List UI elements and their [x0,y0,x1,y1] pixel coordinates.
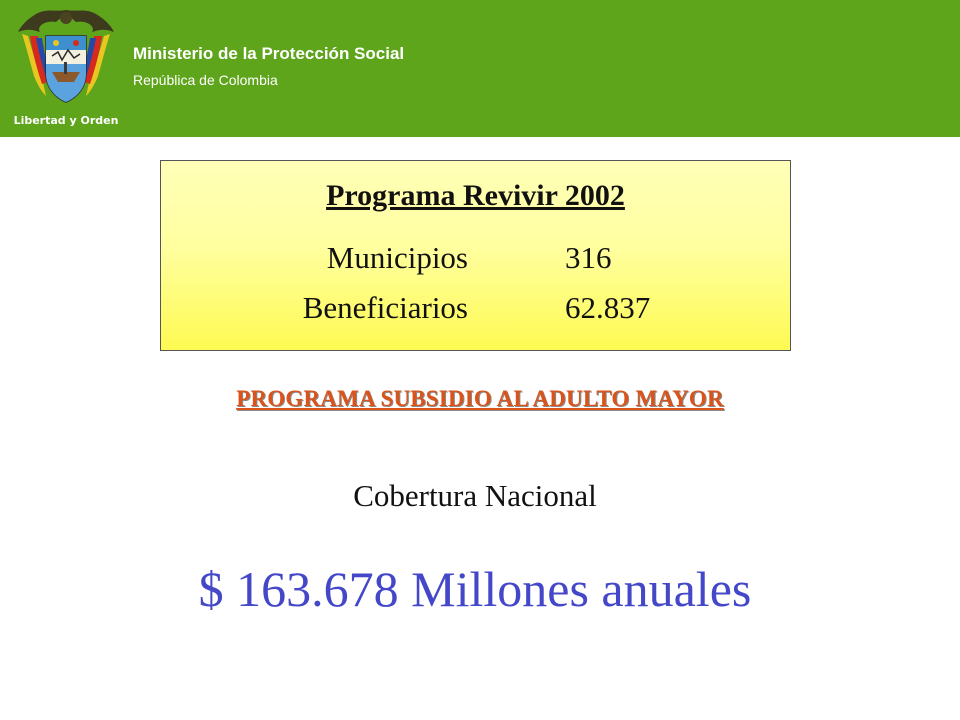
beneficiarios-label: Beneficiarios [302,290,468,325]
municipios-value: 316 [565,240,612,275]
municipios-label: Municipios [326,240,468,275]
revivir-summary-box [160,160,791,351]
ministry-name: Ministerio de la Protección Social [133,44,405,63]
annual-amount: $ 163.678 Millones anuales [198,561,752,617]
header-bar [0,0,960,137]
coverage-text: Cobertura Nacional [353,478,597,513]
beneficiarios-value: 62.837 [565,290,651,325]
row-beneficiarios [161,290,790,330]
revivir-title: Programa Revivir 2002 [326,179,625,212]
subsidy-program-title: PROGRAMA SUBSIDIO AL ADULTO MAYOR [236,386,724,411]
row-municipios [161,240,790,280]
republic-name: República de Colombia [133,72,278,88]
coat-of-arms-icon [12,6,120,132]
emblem-motto: Libertad y Orden [13,114,119,127]
